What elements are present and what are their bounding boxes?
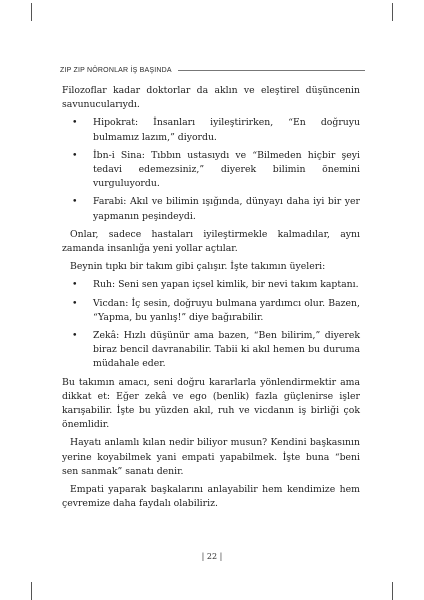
page-body xyxy=(62,84,360,515)
list-item xyxy=(62,149,360,192)
list-item xyxy=(62,329,360,372)
list-item-text: Vicdan: İç sesin, doğruyu bulmana yardımcı olur. Bazen, “Yapma, bu yanlış!” diye bağırabilir. xyxy=(93,297,360,323)
list-item-text: Zekâ: Hızlı düşünür ama bazen, “Ben bilirim,” diyerek biraz bencil davranabilir. Tabii ki akıl hemen bu duruma müdahale eder. xyxy=(93,330,360,370)
running-head: ZIP ZIP NÖRONLAR İŞ BAŞINDA xyxy=(60,67,172,74)
bullet-list-doctors xyxy=(62,116,360,223)
crop-mark xyxy=(392,3,393,21)
bullet-icon: • xyxy=(72,149,78,161)
bullet-icon: • xyxy=(72,279,78,291)
list-item xyxy=(62,195,360,223)
bullet-icon: • xyxy=(72,117,78,129)
paragraph: Onlar, sadece hastaları iyileştirmekle kalmadılar, aynı zamanda insanlığa yeni yollar açtılar. xyxy=(62,228,360,255)
crop-mark xyxy=(31,3,32,21)
crop-mark xyxy=(392,582,393,600)
paragraph: Filozoflar kadar doktorlar da aklın ve eleştirel düşüncenin savunucularıydı. xyxy=(62,85,360,111)
page-header xyxy=(60,67,365,74)
bullet-list-team xyxy=(62,278,360,371)
paragraph: Beynin tıpkı bir takım gibi çalışır. İşte takımın üyeleri: xyxy=(70,261,326,273)
list-item xyxy=(62,278,360,292)
bullet-icon: • xyxy=(72,196,78,208)
page-number: | 22 | xyxy=(201,552,223,561)
list-item-text: Ruh: Seni sen yapan içsel kimlik, bir nevi takım kaptanı. xyxy=(93,279,359,291)
paragraph: Empati yaparak başkalarını anlayabilir hem kendimize hem çevremize daha faydalı olabiliriz. xyxy=(62,484,360,510)
paragraph: Hayatı anlamlı kılan nedir biliyor musun? Kendini başkasının yerine koyabilmek yani empati yapabilmek. İşte buna “beni sen sanmak” sanatı denir. xyxy=(62,437,360,477)
header-rule xyxy=(178,70,365,71)
bullet-icon: • xyxy=(72,297,78,309)
list-item-text: Hipokrat: İnsanları iyileştirirken, “En doğruyu bulmamız lazım,” diyordu. xyxy=(93,117,360,143)
list-item-text: İbn-i Sina: Tıbbın ustasıydı ve “Bilmeden hiçbir şeyi tedavi edemezsiniz,” diyerek bilimin önemini vurguluyordu. xyxy=(93,149,360,190)
crop-mark xyxy=(31,582,32,600)
list-item xyxy=(62,116,360,144)
list-item xyxy=(62,297,360,325)
list-item-text: Farabi: Akıl ve bilimin ışığında, dünyayı daha iyi bir yer yapmanın peşindeydi. xyxy=(93,196,360,222)
bullet-icon: • xyxy=(72,330,78,342)
paragraph: Bu takımın amacı, seni doğru kararlarla yönlendirmektir ama dikkat et: Eğer zekâ ve ego (benlik) fazla güçlenirse işler karışabilir. İşte bu yüzden akıl, ruh ve vicdanın iş birliği çok önemlidir. xyxy=(62,376,360,431)
